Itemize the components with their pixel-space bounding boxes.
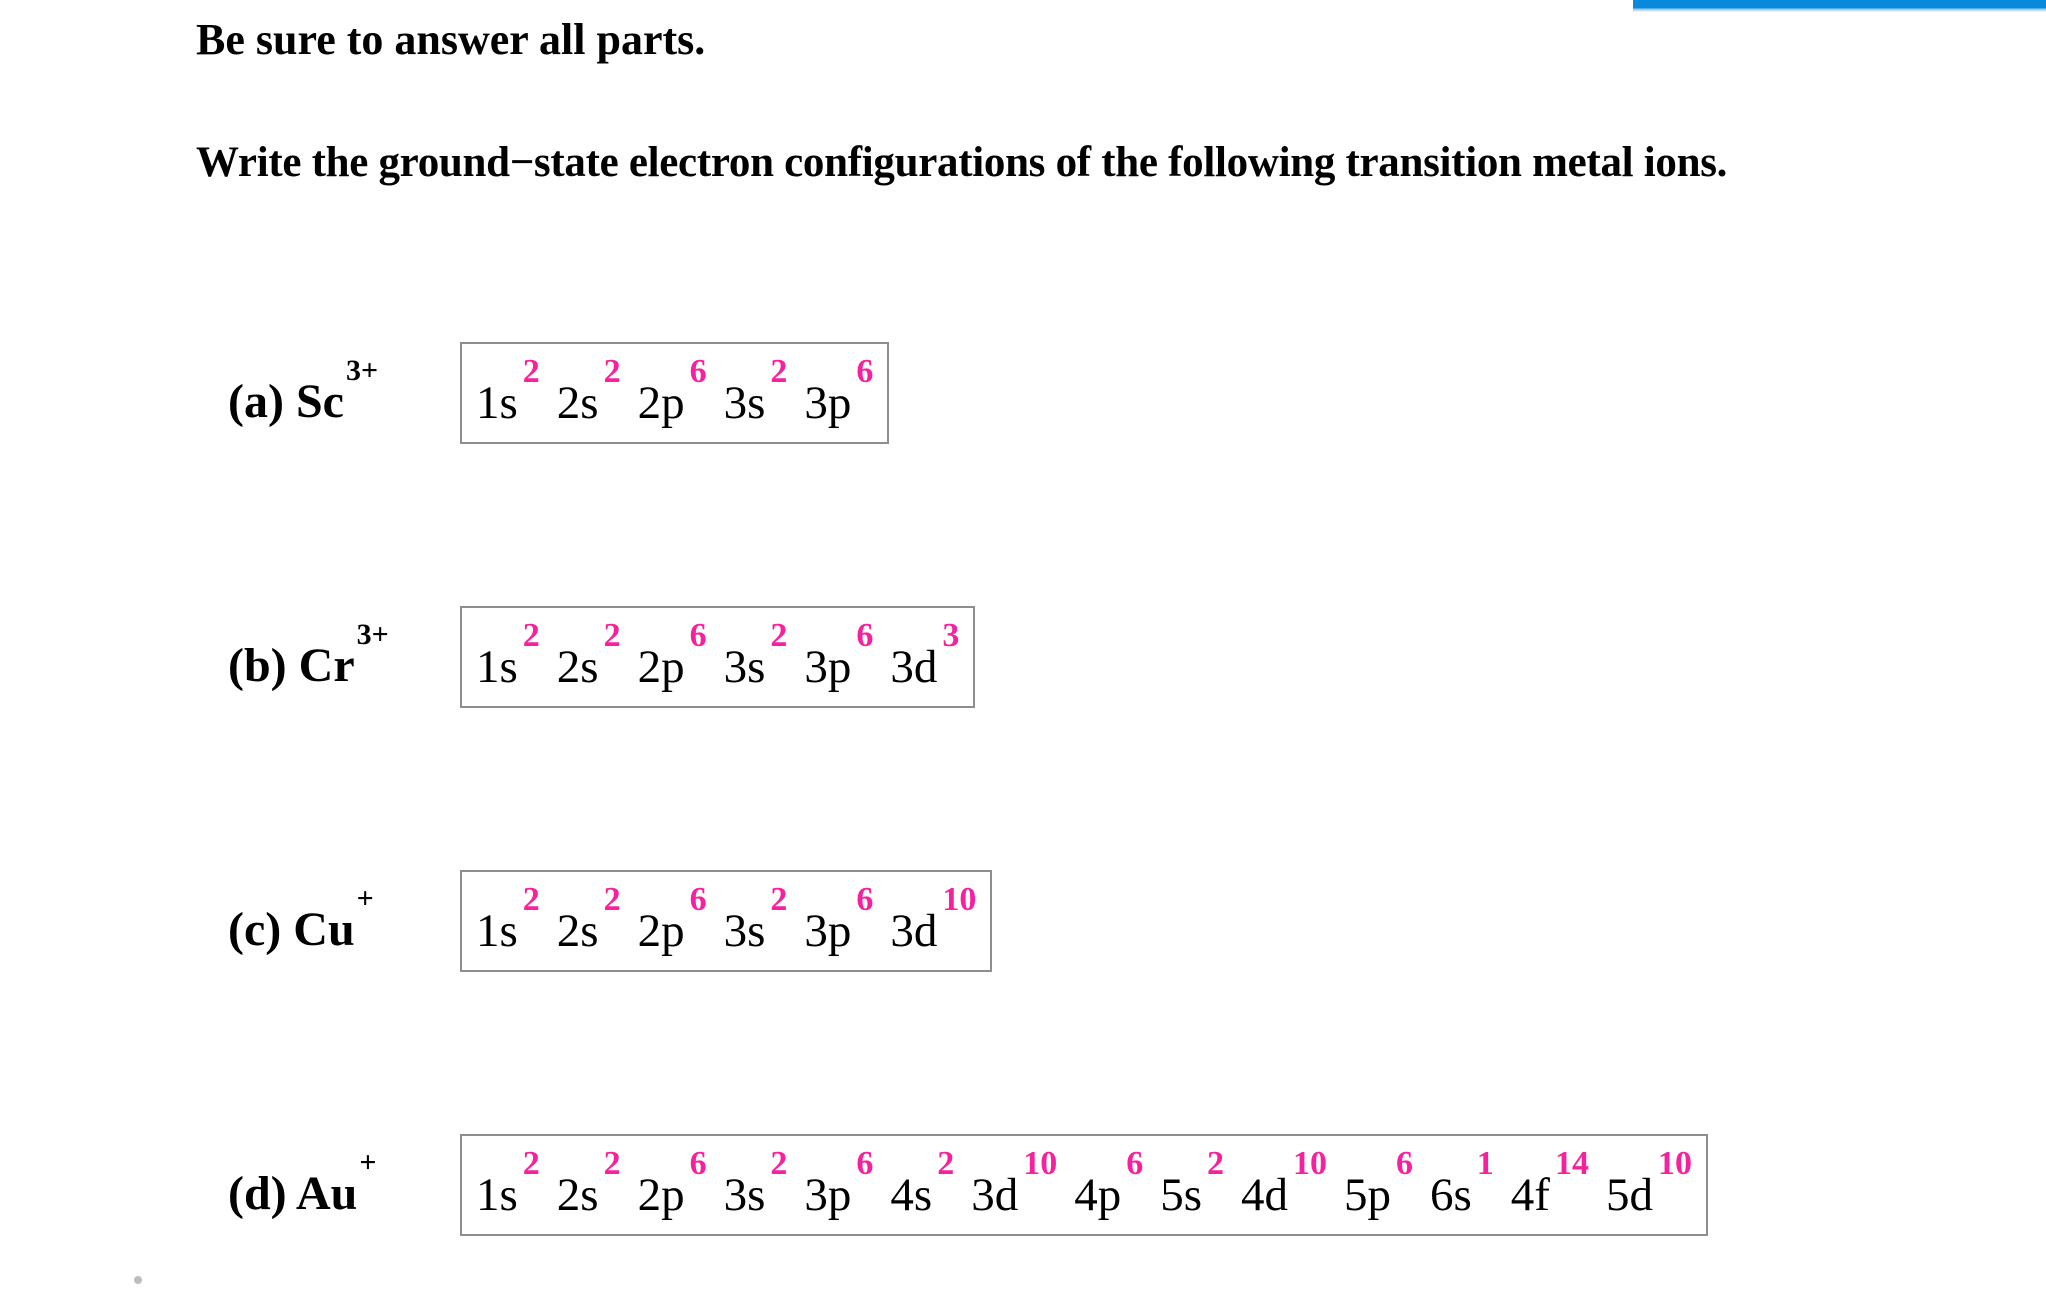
orbital-symbol: 3s [723, 640, 766, 693]
electron-count-superscript: 2 [603, 1145, 621, 1182]
orbital-unit [715, 881, 796, 957]
orbital-unit [1335, 1145, 1421, 1221]
orbital-symbol: 4d [1240, 1168, 1288, 1221]
orbital-symbol: 1s [476, 640, 518, 693]
orbital-symbol: 4p [1074, 1168, 1122, 1221]
electron-count-superscript: 6 [689, 617, 707, 654]
config-answer-box-a[interactable] [460, 342, 889, 444]
electron-count-superscript: 6 [689, 353, 707, 390]
orbital-symbol: 3s [723, 1168, 766, 1221]
electron-count-superscript: 10 [942, 881, 977, 918]
answer-row-a [0, 342, 2046, 444]
electron-count-superscript: 2 [522, 617, 540, 654]
orbital-unit [476, 617, 548, 693]
electron-count-superscript: 2 [603, 617, 621, 654]
instruction-answer-all-parts: Be sure to answer all parts. [196, 15, 706, 64]
config-answer-box-d[interactable] [460, 1134, 1708, 1236]
ion-charge-superscript: + [356, 882, 374, 915]
orbital-symbol: 5d [1605, 1168, 1653, 1221]
orbital-unit [629, 881, 715, 957]
electron-count-superscript: 2 [603, 353, 621, 390]
orbital-unit [962, 1145, 1065, 1221]
orbital-symbol: 1s [476, 1168, 518, 1221]
orbital-unit [476, 353, 548, 429]
orbital-unit [629, 617, 715, 693]
orbital-unit [476, 881, 548, 957]
part-label-a: (a) $Sc^{3+}$ [228, 354, 379, 428]
answer-row-c [0, 870, 2046, 972]
orbital-symbol: 6s [1429, 1168, 1472, 1221]
electron-count-superscript: 3 [942, 617, 960, 654]
electron-count-superscript: 6 [856, 617, 874, 654]
part-label-d: (d) Au+ [228, 1146, 377, 1220]
ion-charge-superscript: + [359, 1146, 377, 1179]
orbital-symbol: 5s [1160, 1168, 1202, 1221]
electron-count-superscript: 2 [522, 881, 540, 918]
orbital-unit [881, 1145, 962, 1221]
answer-row-d [0, 1134, 2046, 1236]
orbital-unit [795, 1145, 881, 1221]
orbital-symbol: 2p [637, 1168, 685, 1221]
electron-count-superscript: 14 [1554, 1145, 1589, 1182]
orbital-symbol: 5p [1343, 1168, 1391, 1221]
electron-count-superscript: 2 [770, 1145, 788, 1182]
electron-count-superscript: 6 [856, 881, 874, 918]
orbital-unit [1065, 1145, 1151, 1221]
orbital-symbol: 4f [1510, 1168, 1550, 1221]
orbital-unit [629, 353, 715, 429]
electron-count-superscript: 2 [522, 353, 540, 390]
orbital-symbol: 2s [556, 1168, 599, 1221]
electron-count-superscript: 6 [689, 881, 707, 918]
orbital-unit [476, 1145, 548, 1221]
electron-count-superscript: 1 [1476, 1145, 1494, 1182]
orbital-unit [715, 617, 796, 693]
question-text: Write the ground−state electron configurations of the following transition metal ions. [196, 139, 1728, 186]
electron-count-superscript: 6 [1126, 1145, 1144, 1182]
orbital-symbol: 4s [890, 1168, 933, 1221]
electron-count-superscript: 6 [689, 1145, 707, 1182]
orbital-symbol: 1s [476, 904, 518, 957]
orbital-symbol: 3p [804, 376, 852, 429]
orbital-symbol: 3d [971, 1168, 1019, 1221]
part-label-c: (c) Cu+ [228, 882, 374, 956]
electron-count-superscript: 2 [770, 353, 788, 390]
orbital-symbol: 3p [804, 904, 852, 957]
orbital-symbol: 2p [637, 904, 685, 957]
orbital-symbol: 3s [723, 904, 766, 957]
orbital-symbol: 2s [556, 640, 599, 693]
electron-count-superscript: 10 [1292, 1145, 1327, 1182]
electron-count-superscript: 2 [770, 617, 788, 654]
electron-count-superscript: 6 [1395, 1145, 1413, 1182]
orbital-unit [548, 881, 629, 957]
orbital-unit [715, 1145, 796, 1221]
orbital-unit [881, 617, 960, 693]
electron-count-superscript: 2 [603, 881, 621, 918]
ion-charge-superscript: 3+ [345, 354, 379, 387]
top-accent-bar [1633, 0, 2046, 12]
orbital-unit [1151, 1145, 1232, 1221]
orbital-symbol: 2p [637, 640, 685, 693]
orbital-unit [795, 353, 874, 429]
orbital-unit [795, 617, 881, 693]
electron-count-superscript: 2 [937, 1145, 955, 1182]
config-answer-box-c[interactable] [460, 870, 992, 972]
orbital-symbol: 3s [723, 376, 766, 429]
orbital-symbol: 3d [890, 904, 938, 957]
electron-count-superscript: 6 [856, 353, 874, 390]
orbital-symbol: 2s [556, 376, 599, 429]
orbital-unit [1232, 1145, 1335, 1221]
electron-count-superscript: 2 [1206, 1145, 1224, 1182]
electron-count-superscript: 10 [1657, 1145, 1692, 1182]
answer-row-b [0, 606, 2046, 708]
orbital-symbol: 3p [804, 640, 852, 693]
ion-charge-superscript: 3+ [356, 618, 389, 651]
electron-count-superscript: 2 [770, 881, 788, 918]
orbital-unit [715, 353, 796, 429]
orbital-unit [629, 1145, 715, 1221]
electron-count-superscript: 10 [1023, 1145, 1058, 1182]
part-label-b: (b) $Cr^{3+}$ [228, 618, 389, 692]
orbital-unit [881, 881, 977, 957]
orbital-unit [1597, 1145, 1692, 1221]
electron-count-superscript: 2 [522, 1145, 540, 1182]
orbital-unit [1421, 1145, 1502, 1221]
orbital-unit [795, 881, 881, 957]
orbital-symbol: 3d [890, 640, 938, 693]
config-answer-box-b[interactable] [460, 606, 975, 708]
orbital-unit [548, 353, 629, 429]
orbital-unit [1502, 1145, 1597, 1221]
orbital-symbol: 3p [804, 1168, 852, 1221]
orbital-unit [548, 1145, 629, 1221]
orbital-symbol: 1s [476, 376, 518, 429]
stray-dot [134, 1276, 142, 1284]
orbital-symbol: 2s [556, 904, 599, 957]
orbital-symbol: 2p [637, 376, 685, 429]
orbital-unit [548, 617, 629, 693]
electron-count-superscript: 6 [856, 1145, 874, 1182]
